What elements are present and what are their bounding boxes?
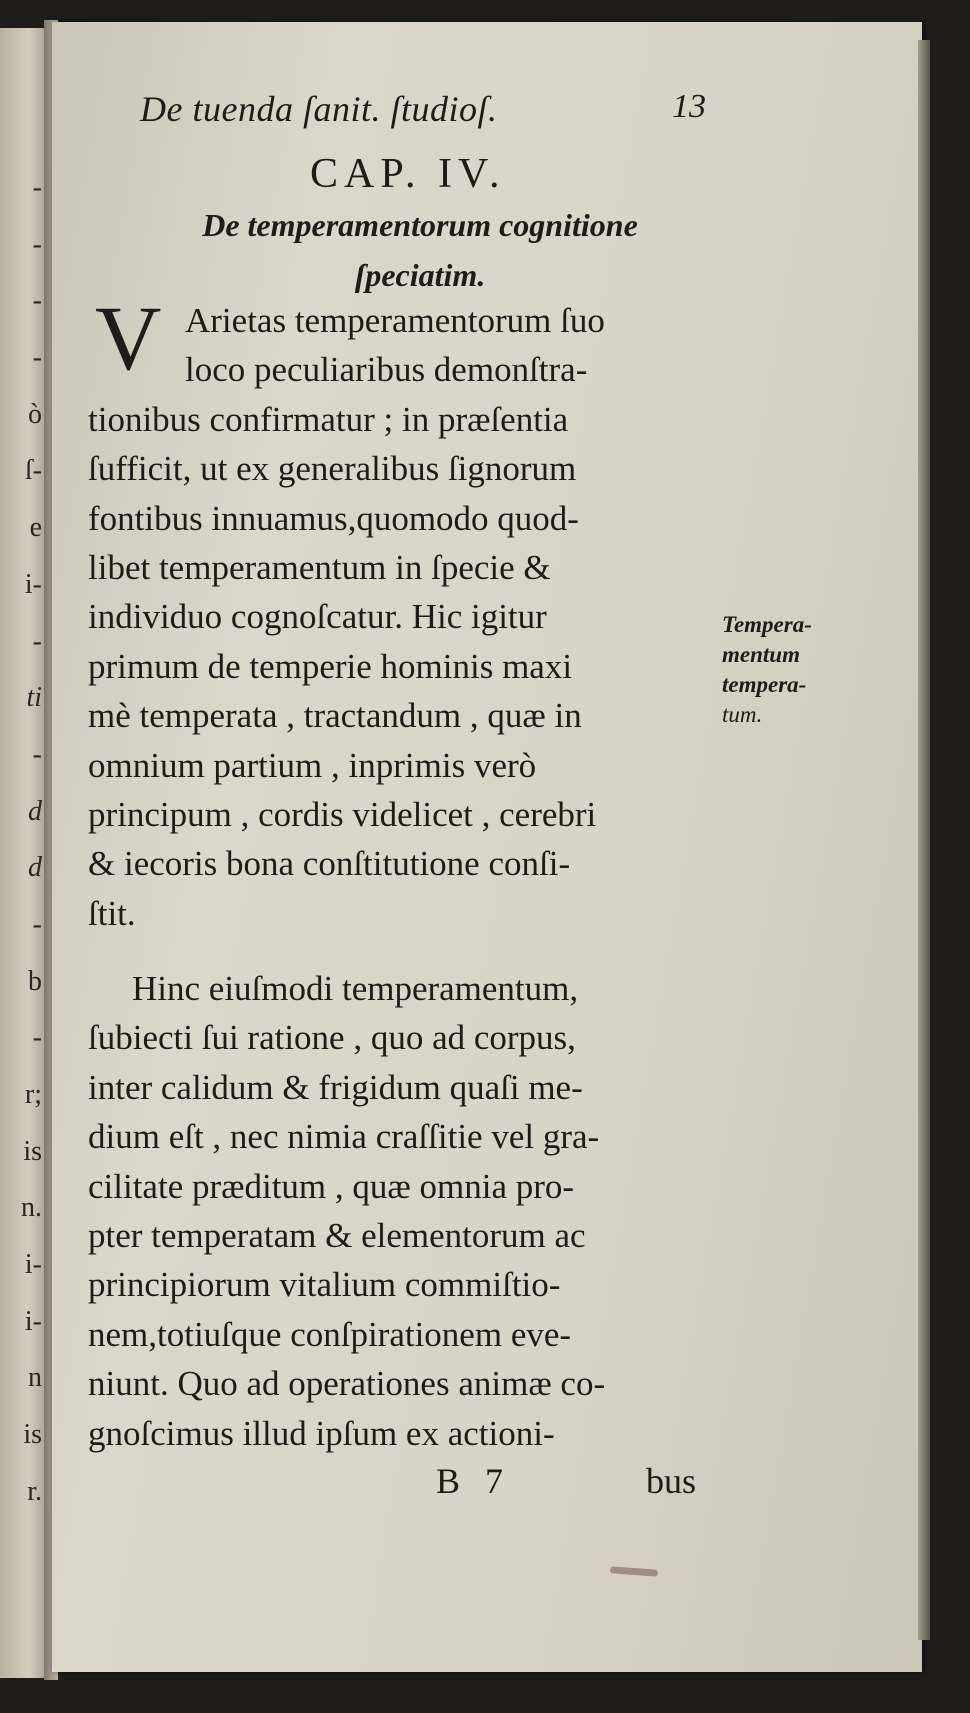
fragment: ſ- bbox=[24, 455, 42, 487]
fragment: ti bbox=[26, 682, 42, 714]
fragment: - bbox=[32, 1022, 42, 1054]
fragment: - bbox=[32, 285, 42, 317]
fragment: - bbox=[32, 625, 42, 657]
text-line: niunt. Quo ad operationes animæ co- bbox=[88, 1364, 606, 1404]
text-line: individuo cognoſcatur. Hic igitur bbox=[88, 597, 547, 637]
fragment: - bbox=[32, 228, 42, 260]
title-line: ſpeciatim. bbox=[354, 257, 486, 293]
text-line: libet temperamentum in ſpecie & bbox=[88, 547, 551, 587]
text-line: Hinc eiuſmodi temperamentum, bbox=[132, 969, 579, 1009]
page-edge bbox=[918, 40, 930, 1640]
text-line: primum de temperie hominis maxi bbox=[88, 646, 573, 686]
text-line: ſtit. bbox=[88, 893, 136, 933]
margin-note-line: mentum bbox=[722, 642, 800, 667]
fragment: i- bbox=[24, 1305, 42, 1337]
fragment: - bbox=[32, 172, 42, 203]
fragment: d bbox=[28, 852, 42, 884]
fragment: d bbox=[28, 795, 42, 827]
title-line: De temperamentorum cognitione bbox=[202, 207, 638, 243]
fragment: is bbox=[23, 1419, 42, 1451]
text-line: ſubiecti ſui ratione , quo ad corpus, bbox=[88, 1018, 576, 1058]
signature-mark: B 7 bbox=[436, 1461, 512, 1501]
body-text bbox=[88, 296, 718, 1458]
text-line: mè temperata , tractandum , quæ in bbox=[88, 696, 582, 736]
page-number: 13 bbox=[672, 88, 706, 125]
fragment: n. bbox=[21, 1192, 42, 1224]
chapter-heading: CAP. IV. bbox=[310, 151, 506, 197]
fragment: e bbox=[29, 512, 42, 544]
running-head: De tuenda ſanit. ſtudioſ. bbox=[140, 89, 498, 129]
text-line: gnoſcimus illud ipſum ex actioni- bbox=[88, 1413, 555, 1453]
catchword: bus bbox=[646, 1461, 697, 1501]
text-line: principiorum vitalium commiſtio- bbox=[88, 1265, 561, 1305]
text-line: cilitate præditum , quæ omnia pro- bbox=[88, 1166, 575, 1206]
fragment: n bbox=[28, 1362, 42, 1394]
fragment: r; bbox=[24, 1079, 42, 1110]
chapter-title bbox=[120, 200, 720, 300]
fragment: ò bbox=[28, 398, 42, 430]
text-line: inter calidum & frigidum quaſi me- bbox=[88, 1067, 583, 1107]
facing-page-fragments bbox=[0, 160, 46, 1521]
text-line: & iecoris bona conſtitutione conſi- bbox=[88, 844, 571, 884]
fragment: - bbox=[32, 908, 42, 940]
text-line: tionibus confirmatur ; in præſentia bbox=[88, 399, 569, 439]
margin-note-line: Tempera- bbox=[722, 612, 812, 637]
text-line: pter temperatam & elementorum ac bbox=[88, 1216, 586, 1256]
margin-note-line: tempera- bbox=[722, 672, 807, 697]
fragment: r. bbox=[27, 1475, 42, 1507]
fragment: - bbox=[32, 738, 42, 770]
marginal-note bbox=[722, 610, 852, 730]
text-line: nem,totiuſque conſpirationem eve- bbox=[88, 1314, 572, 1354]
text-line: fontibus innuamus,quomodo quod- bbox=[88, 498, 579, 538]
fragment: i- bbox=[24, 568, 42, 600]
text-line: ſufficit, ut ex generalibus ſignorum bbox=[88, 449, 577, 489]
fragment: - bbox=[32, 342, 42, 374]
drop-cap: V bbox=[95, 287, 162, 389]
text-line: omnium partium , inprimis verò bbox=[88, 745, 537, 785]
fragment: i- bbox=[24, 1249, 42, 1281]
text-line: Arietas temperamentorum ſuo bbox=[185, 301, 605, 340]
text-line: principum , cordis videlicet , cerebri bbox=[88, 794, 597, 834]
text-line: loco peculiaribus demonſtra- bbox=[185, 350, 588, 390]
text-line: dium eſt , nec nimia craſſitie vel gra- bbox=[88, 1117, 600, 1157]
margin-note-line: tum. bbox=[722, 702, 763, 727]
fragment: is bbox=[23, 1135, 42, 1167]
fragment: b bbox=[28, 965, 42, 997]
